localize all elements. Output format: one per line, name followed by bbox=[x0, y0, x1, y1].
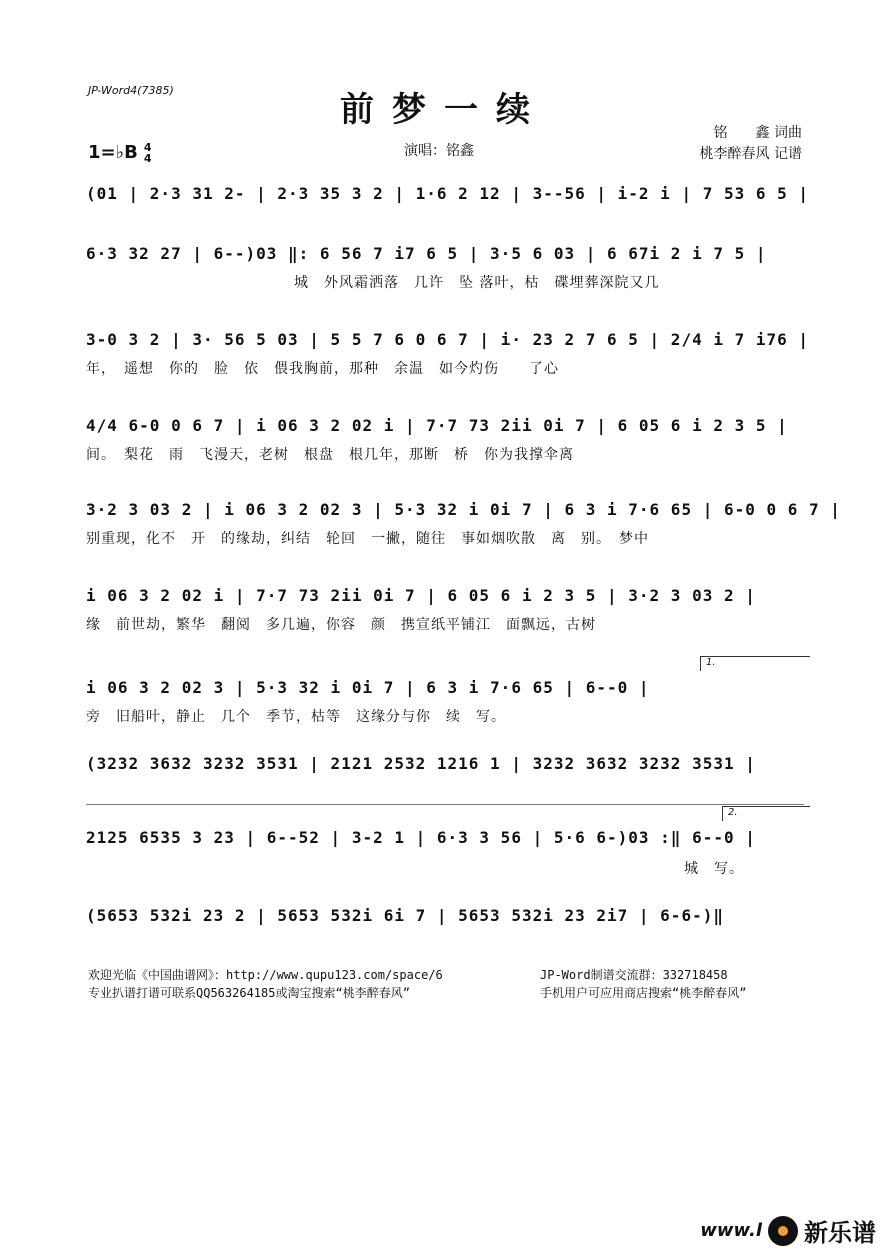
page-title: 前梦一续 bbox=[340, 90, 548, 130]
score-line-4: 4/4 6-0 0 6 7 | i 06 3 2 02 i | 7·7 73 2ii 0i 7 | 6 05 6 i 2 3 5 | bbox=[86, 416, 788, 435]
footer-website: 欢迎光临《中国曲谱网》：http://www.qupu123.com/space/6 bbox=[88, 968, 443, 982]
score-line-9: 2125 6535 3 23 | 6--52 | 3-2 1 | 6·3 3 56 | 5·6 6-)03 :‖ 6--0 | bbox=[86, 828, 756, 847]
music-disc-icon bbox=[768, 1216, 798, 1246]
score-line-2: 6·3 32 27 | 6--)03 ‖: 6 56 7 i7 6 5 | 3·5 6 03 | 6 67i 2 i 7 5 | bbox=[86, 244, 767, 263]
volta-bracket-1 bbox=[700, 656, 810, 671]
volta-bracket-2 bbox=[722, 806, 810, 821]
watermark-logo bbox=[700, 1213, 876, 1248]
lyrics-line-4: 间。 梨花 雨 飞漫天，老树 根盘 根几年，那断 桥 你为我撑伞离 bbox=[86, 447, 574, 463]
score-line-7: i 06 3 2 02 3 | 5·3 32 i 0i 7 | 6 3 i 7·6 65 | 6--0 | bbox=[86, 678, 650, 697]
singer-credit: 演唱：铭鑫 bbox=[404, 143, 474, 159]
score-line-8: (3232 3632 3232 3531 | 2121 2532 1216 1 | 3232 3632 3232 3531 | bbox=[86, 754, 756, 773]
volta-1-label: 1. bbox=[706, 657, 716, 668]
lyrics-line-5: 别重现，化不 开 的缘劫，纠结 轮回 一撇，随往 事如烟吹散 离 别。 梦中 bbox=[86, 531, 649, 547]
lyricist-composer-credit: 铭 鑫 词曲 bbox=[713, 125, 802, 141]
watermark-url: www.l bbox=[700, 1220, 762, 1241]
lyrics-line-3: 年， 遥想 你的 脸 依 偎我胸前，那种 余温 如今灼伤 了心 bbox=[86, 361, 559, 377]
time-signature bbox=[144, 142, 152, 164]
lyrics-line-7: 旁 旧船叶，静止 几个 季节，枯等 这缘分与你 续 写。 bbox=[86, 709, 506, 725]
time-sig-bottom: 4 bbox=[143, 152, 152, 165]
key-label: 1=♭B bbox=[88, 142, 138, 163]
volta-2-label: 2. bbox=[728, 807, 738, 818]
lyrics-line-9: 城 写。 bbox=[684, 861, 744, 877]
transcriber-credit: 桃李醉春风 记谱 bbox=[699, 146, 802, 162]
lyrics-line-2: 城 外风霜洒落 几许 坠 落叶，枯 碟埋葬深院又几 bbox=[294, 275, 660, 291]
score-line-10: (5653 532i 23 2 | 5653 532i 6i 7 | 5653 532i 23 2i7 | 6-6-)‖ bbox=[86, 906, 724, 925]
time-sig-top: 4 bbox=[143, 141, 152, 154]
software-label: JP-Word4(7385) bbox=[88, 84, 174, 97]
score-line-5: 3·2 3 03 2 | i 06 3 2 02 3 | 5·3 32 i 0i 7 | 6 3 i 7·6 65 | 6-0 0 6 7 | bbox=[86, 500, 841, 519]
score-line-1: (01 | 2·3 31 2- | 2·3 35 3 2 | 1·6 2 12 | 3--56 | i-2 i | 7 53 6 5 | bbox=[86, 184, 810, 203]
footer-mobile: 手机用户可应用商店搜索“桃李醉春风” bbox=[540, 986, 747, 1000]
score-line-3: 3-0 3 2 | 3· 56 5 03 | 5 5 7 6 0 6 7 | i· 23 2 7 6 5 | 2/4 i 7 i76 | bbox=[86, 330, 810, 349]
lyrics-line-6: 缘 前世劫，繁华 翻阅 多几遍，你容 颜 携宣纸平铺江 面飘远，古树 bbox=[86, 617, 596, 633]
staff-divider bbox=[86, 804, 804, 805]
footer-contact: 专业扒谱打谱可联系QQ563264185或淘宝搜索“桃李醉春风” bbox=[88, 986, 410, 1000]
footer-group: JP-Word制谱交流群：332718458 bbox=[540, 968, 728, 982]
watermark-name: 新乐谱 bbox=[804, 1219, 876, 1247]
score-line-6: i 06 3 2 02 i | 7·7 73 2ii 0i 7 | 6 05 6 i 2 3 5 | 3·2 3 03 2 | bbox=[86, 586, 756, 605]
key-signature bbox=[88, 142, 151, 164]
